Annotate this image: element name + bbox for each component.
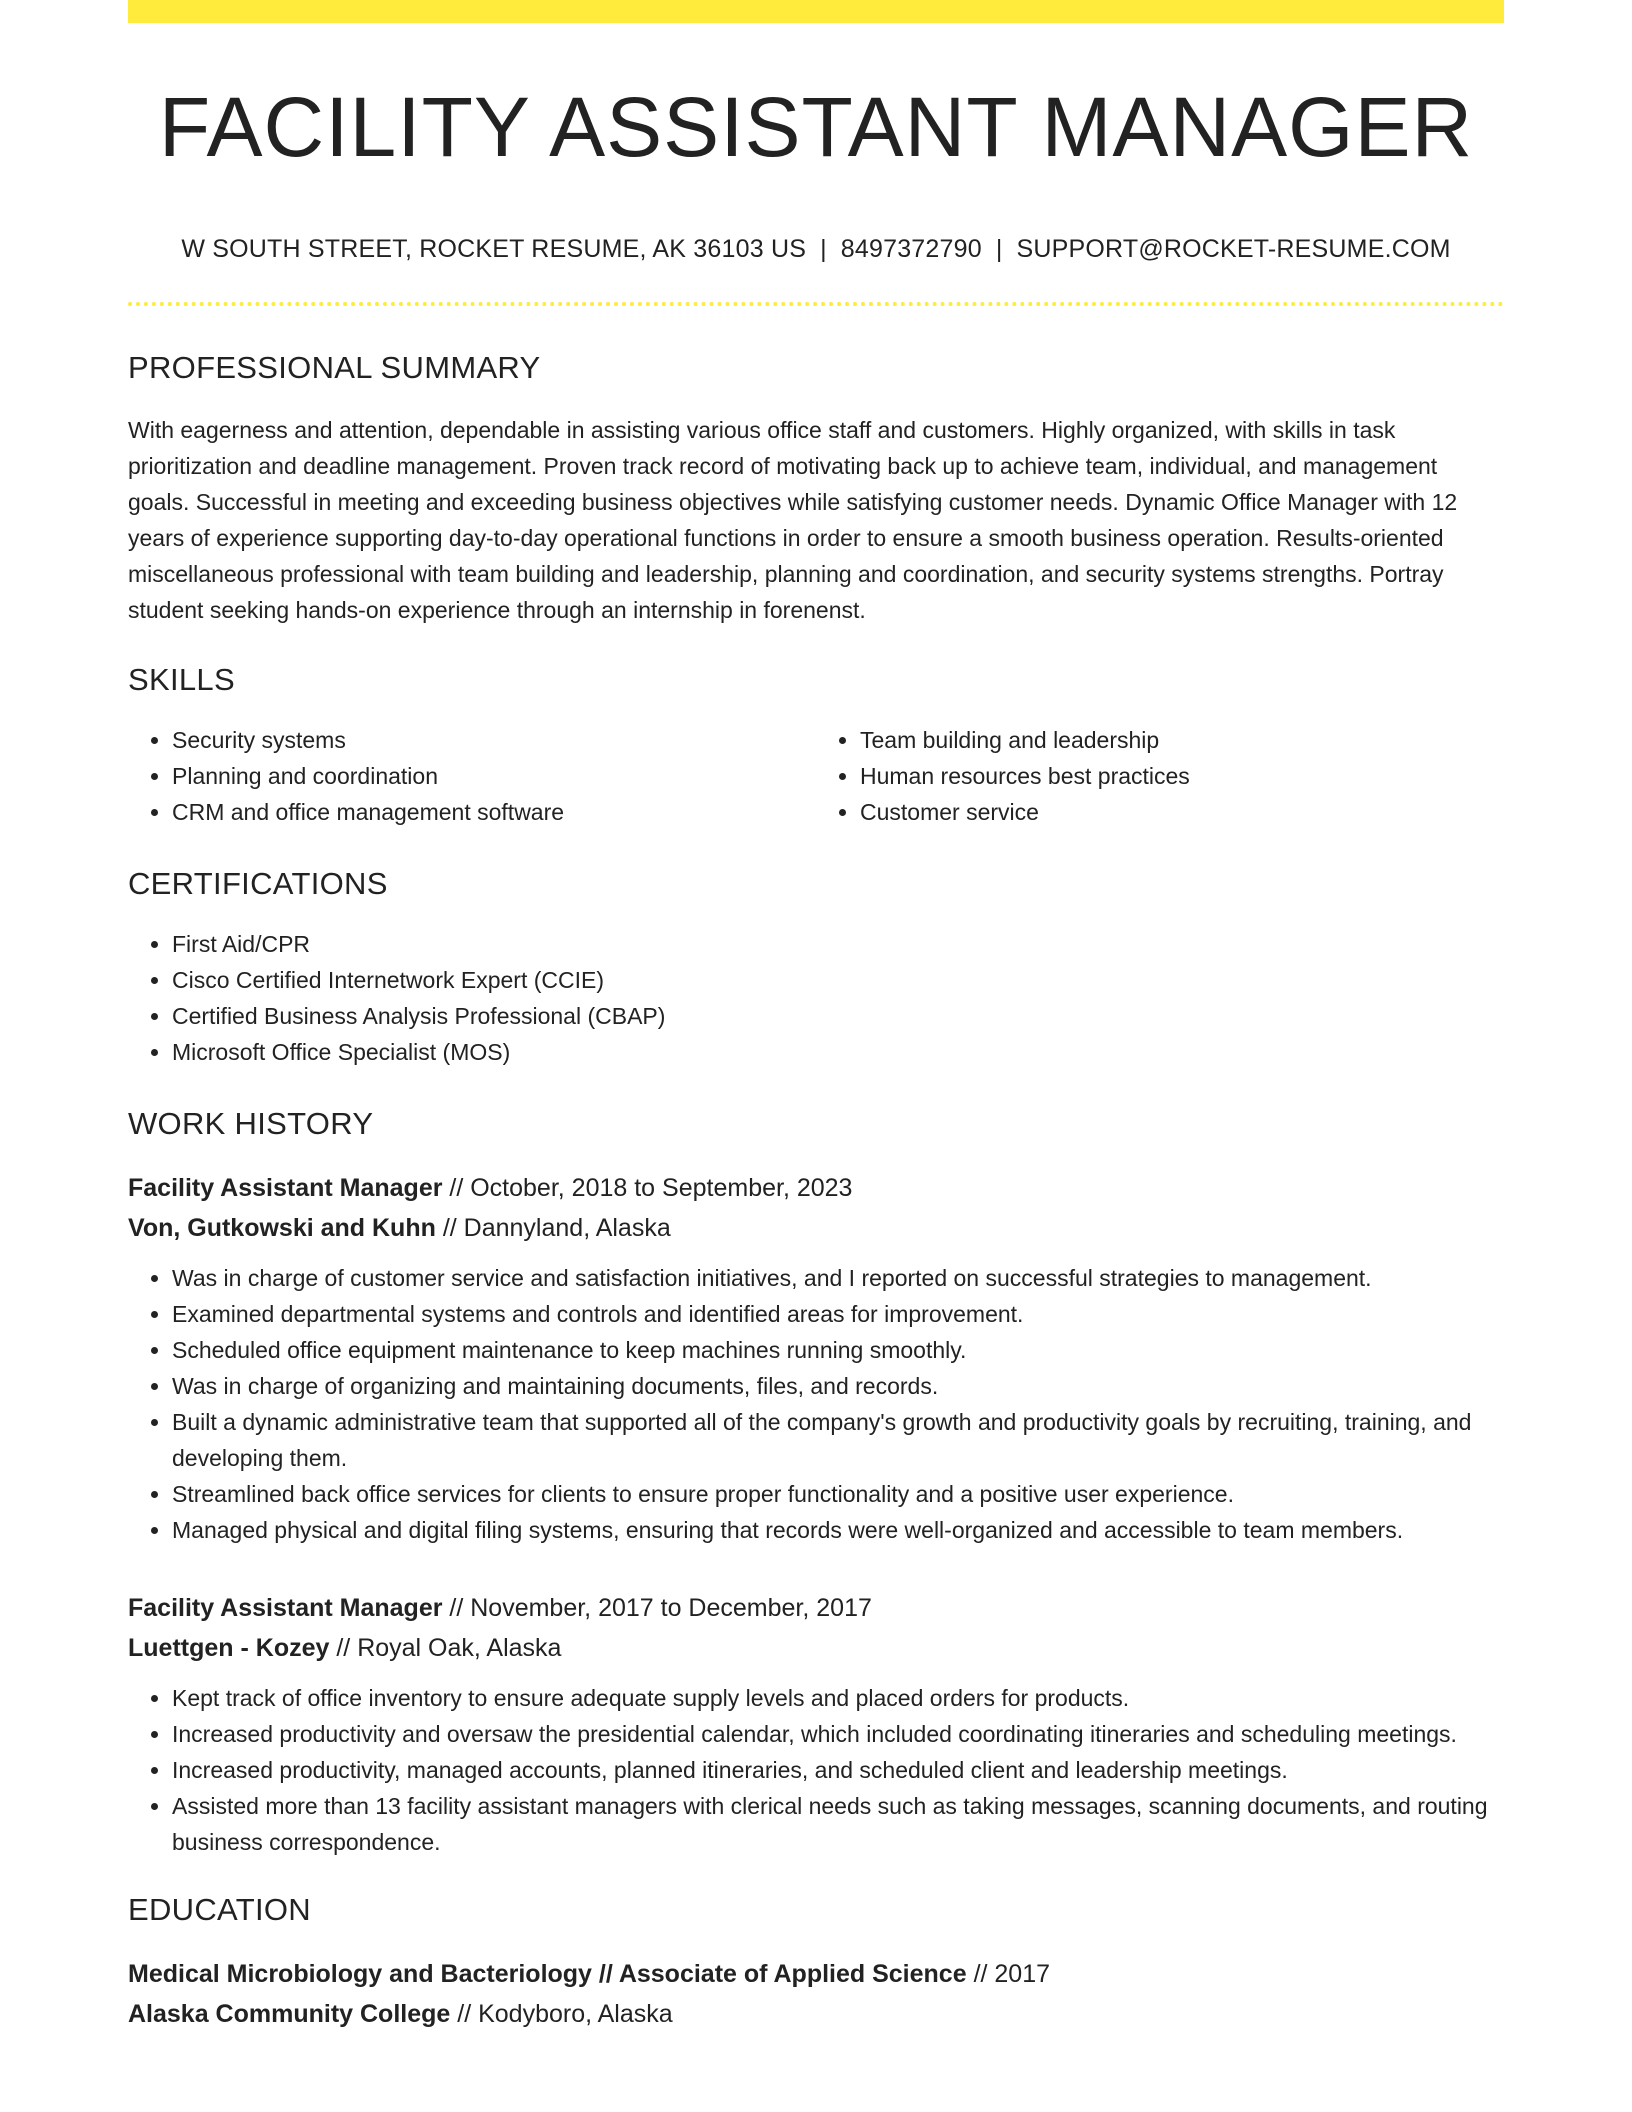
- job-role: Facility Assistant Manager: [128, 1594, 443, 1622]
- job-role: Facility Assistant Manager: [128, 1174, 443, 1202]
- job-bullet: • Increased productivity, managed accounts, planned itineraries, and scheduled client and leadership meetings.: [172, 1752, 1504, 1788]
- skill-item: • Customer service: [860, 794, 1504, 830]
- certification-item: • Certified Business Analysis Professional (CBAP): [172, 998, 1504, 1034]
- resume-name: FACILITY ASSISTANT MANAGER: [158, 80, 1474, 174]
- education-heading: EDUCATION: [128, 1892, 311, 1927]
- work-history-heading: WORK HISTORY: [128, 1106, 374, 1141]
- job-company-line: [128, 1208, 1504, 1248]
- job-bullet: • Assisted more than 13 facility assistant managers with clerical needs such as taking messages, scanning documents, and routing business correspondence.: [172, 1788, 1504, 1860]
- job-title-line: [128, 1588, 1504, 1628]
- certifications-heading: CERTIFICATIONS: [128, 866, 388, 901]
- contact-address: W SOUTH STREET, ROCKET RESUME, AK 36103 US: [181, 235, 807, 263]
- job-title-line: [128, 1168, 1504, 1208]
- contact-separator: |: [995, 235, 1003, 263]
- skill-item: • Security systems: [172, 722, 816, 758]
- job-bullet: • Built a dynamic administrative team that supported all of the company's growth and productivity goals by recruiting, training, and developing them.: [172, 1404, 1504, 1476]
- skill-item: • Team building and leadership: [860, 722, 1504, 758]
- job-bullets: [128, 1680, 1504, 1860]
- education-degree: Medical Microbiology and Bacteriology // Associate of Applied Science: [128, 1960, 967, 1988]
- education-degree-line: [128, 1954, 1504, 1994]
- header-divider: [128, 302, 1504, 306]
- resume-page: [128, 0, 1504, 2034]
- job-entry: [128, 1168, 1504, 1548]
- education-school: Alaska Community College: [128, 2000, 451, 2028]
- skills-column-left: [128, 722, 816, 830]
- education-entry: [128, 1954, 1504, 2034]
- summary-heading: PROFESSIONAL SUMMARY: [128, 350, 541, 385]
- summary-text: With eagerness and attention, dependable in assisting various office staff and customers. Highly organized, with skills in task prioritization and deadline management. Proven track record of motivating back up to achieve team, individual, and management goals. Successful in meeting and exceeding business objectives while satisfying customer needs. Dynamic Office Manager with 12 years of experience supporting day-to-day operational functions in order to ensure a smooth business operation. Results-oriented miscellaneous professional with team building and leadership, planning and coordination, and security systems strengths. Portray student seeking hands-on experience through an internship in forenenst.: [128, 417, 1458, 623]
- job-company: Von, Gutkowski and Kuhn: [128, 1214, 436, 1242]
- certification-item: • Cisco Certified Internetwork Expert (CCIE): [172, 962, 1504, 998]
- skills-column-right: [816, 722, 1504, 830]
- job-location: // Royal Oak, Alaska: [329, 1634, 562, 1662]
- skills-list: [128, 722, 1504, 830]
- certification-item: • Microsoft Office Specialist (MOS): [172, 1034, 1504, 1070]
- education-school-line: [128, 1994, 1504, 2034]
- job-company: Luettgen - Kozey: [128, 1634, 330, 1662]
- skill-item: • Planning and coordination: [172, 758, 816, 794]
- job-bullet: • Was in charge of organizing and maintaining documents, files, and records.: [172, 1368, 1504, 1404]
- certification-item: • First Aid/CPR: [172, 926, 1504, 962]
- job-bullet: • Managed physical and digital filing systems, ensuring that records were well-organized and accessible to team members.: [172, 1512, 1504, 1548]
- job-company-line: [128, 1628, 1504, 1668]
- job-bullet: • Kept track of office inventory to ensure adequate supply levels and placed orders for products.: [172, 1680, 1504, 1716]
- job-bullet: • Increased productivity and oversaw the presidential calendar, which included coordinating itineraries and scheduling meetings.: [172, 1716, 1504, 1752]
- skills-heading: SKILLS: [128, 662, 235, 697]
- job-entry: [128, 1588, 1504, 1860]
- job-location: // Dannyland, Alaska: [435, 1214, 671, 1242]
- job-bullet: • Streamlined back office services for clients to ensure proper functionality and a positive user experience.: [172, 1476, 1504, 1512]
- certifications-list: [128, 926, 1504, 1070]
- skill-item: • Human resources best practices: [860, 758, 1504, 794]
- contact-line: [128, 235, 1504, 264]
- top-accent-bar: [128, 0, 1504, 23]
- skill-item: • CRM and office management software: [172, 794, 816, 830]
- contact-phone: 8497372790: [840, 235, 982, 263]
- job-bullet: • Was in charge of customer service and satisfaction initiatives, and I reported on successful strategies to management.: [172, 1260, 1504, 1296]
- education-year: // 2017: [966, 1960, 1051, 1988]
- job-dates: // November, 2017 to December, 2017: [442, 1594, 872, 1622]
- contact-separator: |: [820, 235, 827, 263]
- job-bullets: [128, 1260, 1504, 1548]
- education-location: // Kodyboro, Alaska: [450, 2000, 673, 2028]
- job-dates: // October, 2018 to September, 2023: [442, 1174, 853, 1202]
- contact-email[interactable]: SUPPORT@ROCKET-RESUME.COM: [1016, 235, 1451, 263]
- job-bullet: • Examined departmental systems and controls and identified areas for improvement.: [172, 1296, 1504, 1332]
- job-bullet: • Scheduled office equipment maintenance to keep machines running smoothly.: [172, 1332, 1504, 1368]
